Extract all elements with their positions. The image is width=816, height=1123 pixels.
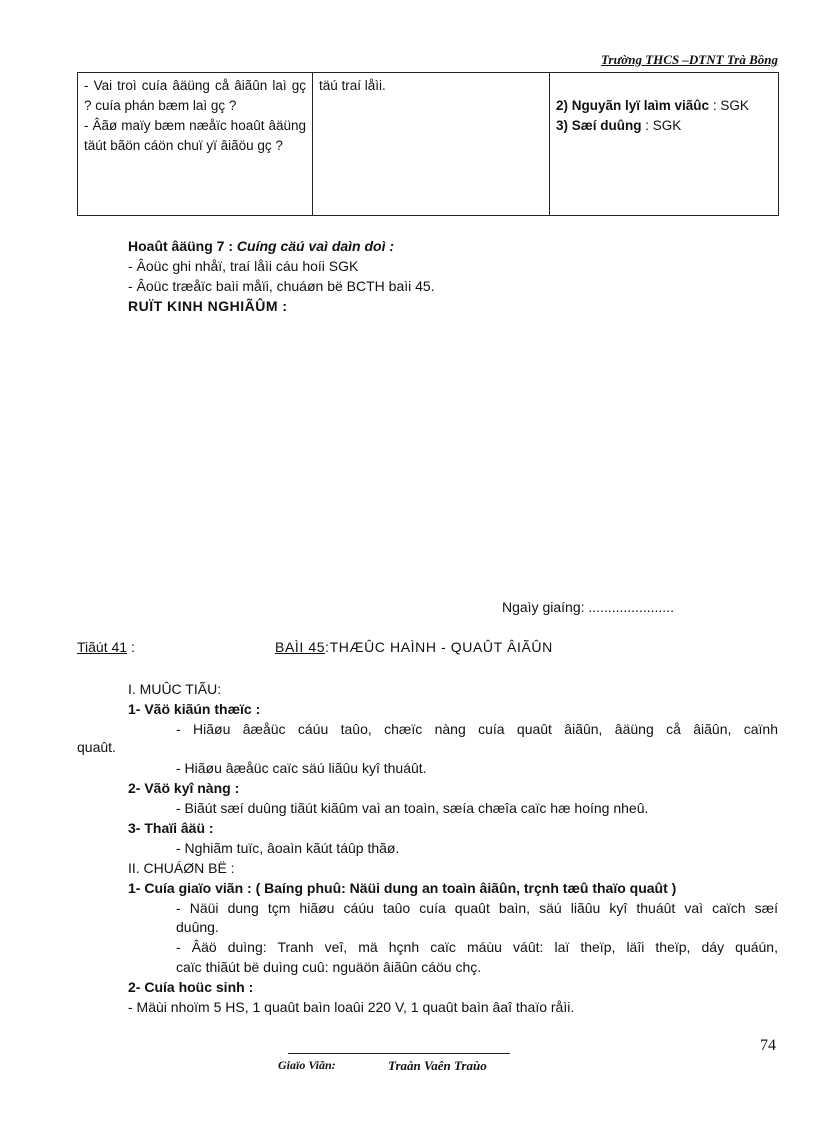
table-cell-answer (313, 73, 550, 216)
lesson-number (77, 637, 135, 657)
school-header: Trường THCS –DTNT Trà Bồng (600, 52, 778, 67)
lesson-title (275, 637, 553, 657)
lesson-table (77, 72, 779, 216)
knowledge-line: - Hiãøu âæåüc cáúu taûo, chæïc nàng cuía quaût âiãûn, âäüng cå âiãûn, caïnh (176, 721, 778, 737)
subsection-teacher: 1- Cuía giaïo viãn : ( Baíng phuû: Näüi dung an toaìn âiãûn, trçnh tæû thaïo quaût ) (128, 880, 677, 896)
lesson-title-text: :THÆÛC HAÌNH - QUAÛT ÂIÃÛN (325, 639, 553, 655)
activity-prefix: Hoaût âäüng 7 : (128, 238, 237, 254)
content-label: 3) Sæí duûng (556, 118, 642, 133)
knowledge-line-cont: quaût. (77, 739, 116, 755)
lesson-number-text: Tiãút 41 (77, 639, 128, 655)
teaching-date: Ngaìy giaíng: ...................... (502, 599, 674, 615)
experience-heading: RUÏT KINH NGHIÃÛM : (128, 298, 288, 314)
answer-text: täú traí låìi. (319, 78, 386, 93)
activity-title: Cuíng cäú vaì daìn doì : (236, 238, 395, 254)
section-objectives: I. MUÛC TIÃU: (128, 681, 222, 697)
activity-heading (128, 236, 394, 256)
subsection-attitude: 3- Thaïi âäü : (128, 820, 214, 836)
teacher-line-cont: duûng. (176, 919, 219, 935)
table-cell-questions (78, 73, 313, 216)
attitude-line: - Nghiãm tuïc, âoaìn kãút táûp thãø. (176, 840, 400, 856)
content-line (556, 116, 772, 136)
subsection-skills: 2- Vãö kyî nàng : (128, 780, 240, 796)
teacher-line-cont: caïc thiãút bë duìng cuû: nguäön âiãûn cáöu chç. (176, 959, 482, 975)
question-line: - Âãø maïy bæm næåïc hoaût âäüng täút bãön cáön chuï yï âiãöu gç ? (84, 118, 306, 153)
lesson-title-number: BAÌI 45 (275, 639, 326, 655)
activity-line: - Âoüc ghi nhåï, traí låìi cáu hoíi SGK (128, 258, 359, 274)
subsection-knowledge: 1- Vãö kiãún thæïc : (128, 701, 261, 717)
footer-label: Giaïo Viãn: (278, 1058, 336, 1072)
question-line: - Vai troì cuía âäüng cå âiãûn laì gç ? cuía phán bæm laì gç ? (84, 78, 306, 113)
lesson-number-suffix: : (127, 639, 135, 655)
teacher-line: - Näüi dung tçm hiãøu cáúu taûo cuía quaût baìn, säú liãûu kyî thuáût vaì caïch sæí (176, 900, 778, 916)
page-number: 74 (760, 1037, 776, 1054)
students-line: - Mäùi nhoïm 5 HS, 1 quaût baìn loaûi 220 V, 1 quaût baìn âaî thaïo råìi. (128, 999, 575, 1015)
table-row (78, 73, 779, 216)
content-label: 2) Nguyãn lyï laìm viãûc (556, 98, 710, 113)
content-line (556, 96, 772, 116)
subsection-students: 2- Cuía hoüc sinh : (128, 979, 254, 995)
footer-divider (288, 1053, 510, 1054)
table-cell-content (550, 73, 779, 216)
teacher-name: Traàn Vaên Traùo (388, 1058, 487, 1073)
activity-line: - Âoüc træåïc baìi måïi, chuáøn bë BCTH baìi 45. (128, 278, 435, 294)
knowledge-line: - Hiãøu âæåüc caïc säú liãûu kyî thuáût. (176, 760, 427, 776)
teacher-line: - Âäö duìng: Tranh veî, mä hçnh caïc máùu váût: laï theïp, läîi theïp, dáy quáún, (176, 939, 778, 955)
skills-line: - Biãút sæí duûng tiãút kiãûm vaì an toaìn, sæía chæîa caïc hæ hoíng nheû. (176, 800, 649, 816)
content-value: : SGK (709, 98, 749, 113)
section-preparation: II. CHUÁØN BË : (128, 860, 235, 876)
content-value: : SGK (641, 118, 682, 133)
